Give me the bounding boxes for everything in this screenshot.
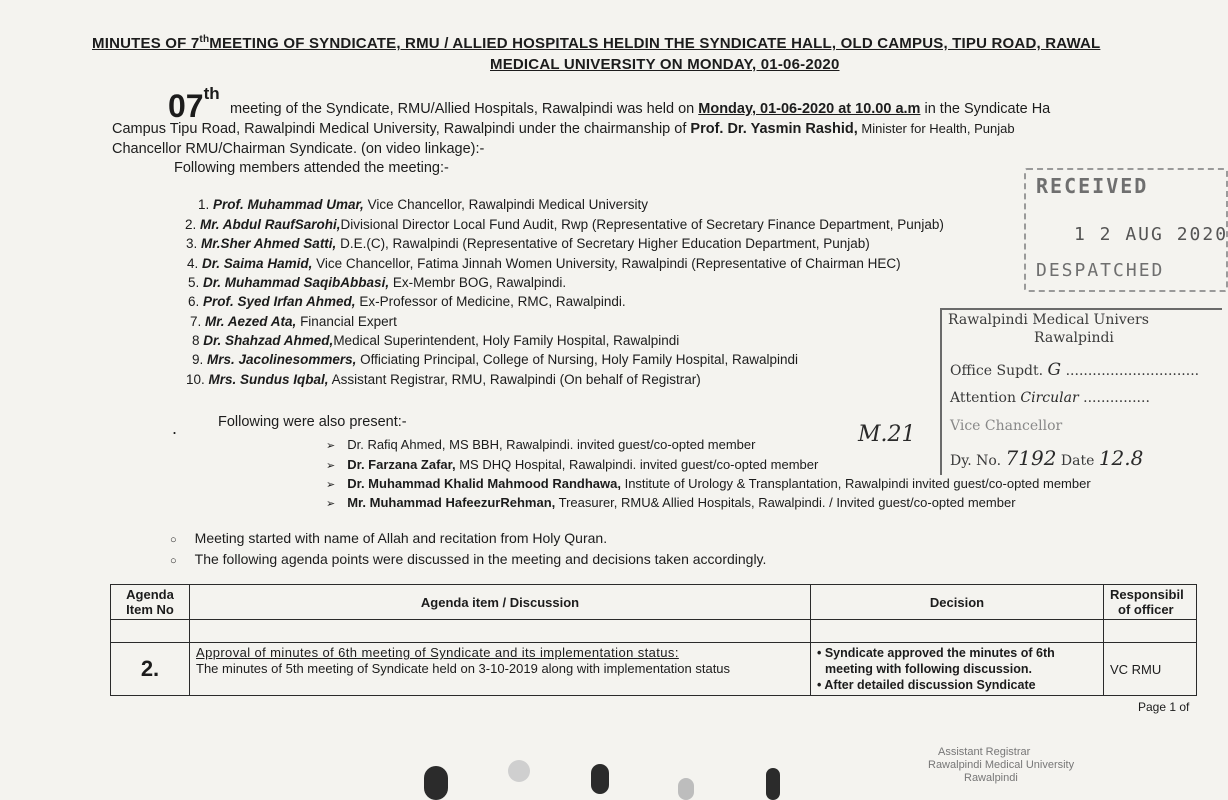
page-number: Page 1 of — [1138, 700, 1190, 714]
title-line1-sup: th — [199, 34, 210, 45]
member-name: Dr. Shahzad Ahmed, — [203, 333, 334, 348]
member-number: 1. — [198, 197, 210, 212]
arrow-bullet-icon: ➢ — [326, 479, 336, 491]
document-title-line2: MEDICAL UNIVERSITY ON MONDAY, 01-06-2020 — [490, 56, 840, 73]
guest-desc: Institute of Urology & Transplantation, Rawalpindi invited guest/co-opted member — [620, 476, 1091, 491]
bullet-item — [170, 551, 766, 567]
office-stamp-label: Date — [1060, 453, 1095, 469]
guest-desc: Treasurer, RMU& Allied Hospitals, Rawalpindi. / Invited guest/co-opted member — [555, 495, 1016, 510]
punch-hole — [766, 768, 780, 800]
footer-stamp-line3: Rawalpindi — [964, 772, 1018, 784]
agenda-decision — [811, 643, 1104, 696]
member-item — [192, 333, 679, 348]
member-name: Mrs. Jacolinesommers, — [207, 352, 357, 367]
office-stamp-line2: Rawalpindi — [1034, 330, 1114, 346]
footer-signature-stamp — [928, 746, 1074, 785]
member-name: Mr. Aezed Ata, — [205, 314, 297, 329]
table-cell — [1104, 620, 1197, 643]
title-line1-post: MEETING OF SYNDICATE, RMU / ALLIED HOSPITALS HELDIN THE SYNDICATE HALL, OLD CAMPUS, TIPU ROAD, RAWAL — [209, 35, 1101, 52]
guest-item — [326, 476, 1091, 491]
office-stamp-label: Attention — [950, 390, 1016, 406]
member-number: 9. — [192, 352, 204, 367]
col-header-item-no-2: Item No — [126, 602, 174, 617]
member-desc: Medical Superintendent, Holy Family Hospital, Rawalpindi — [333, 333, 680, 348]
member-item — [186, 372, 701, 387]
col-header-item-no-1: Agenda — [126, 587, 174, 602]
col-header-decision: Decision — [811, 585, 1104, 620]
office-stamp-handwriting: Circular — [1020, 390, 1079, 406]
table-cell — [190, 620, 811, 643]
col-header-item-no — [111, 585, 190, 620]
meeting-number — [168, 84, 220, 125]
agenda-item-number: 2. — [111, 643, 190, 696]
col-header-responsibility — [1104, 585, 1197, 620]
intro-p1-a: meeting of the Syndicate, RMU/Allied Hospitals, Rawalpindi was held on — [230, 101, 699, 117]
agenda-decision-line3: • After detailed discussion Syndicate — [817, 678, 1036, 692]
office-stamp-line3: Office Supdt. G .............................. — [950, 360, 1200, 380]
intro-line-1 — [230, 101, 1050, 117]
member-item — [190, 314, 397, 329]
guest-item — [326, 457, 818, 472]
footer-stamp-line1: Assistant Registrar — [938, 746, 1031, 758]
agenda-discussion — [190, 643, 811, 696]
office-stamp-line4: Attention Circular ............... — [950, 390, 1150, 406]
table-cell — [111, 620, 190, 643]
agenda-decision-line1: • Syndicate approved the minutes of 6th — [817, 646, 1055, 660]
member-number: 10. — [186, 372, 205, 387]
member-number: 8 — [192, 333, 200, 348]
meeting-number-sup: th — [203, 84, 220, 103]
punch-hole — [678, 778, 694, 800]
member-name: Mr. Abdul RaufSarohi, — [200, 217, 341, 232]
title-line1-pre: MINUTES OF 7 — [92, 35, 200, 52]
received-stamp-foot: DESPATCHED — [1036, 260, 1165, 281]
member-desc: Ex-Membr BOG, Rawalpindi. — [389, 275, 567, 290]
office-stamp — [940, 308, 1222, 475]
document-title — [92, 34, 1100, 52]
member-item — [187, 256, 901, 271]
guest-desc: MS BBH, Rawalpindi. invited guest/co-opted member — [445, 437, 756, 452]
intro-p1-bold: Monday, 01-06-2020 at 10.00 a.m — [698, 101, 921, 117]
member-desc: Vice Chancellor, Fatima Jinnah Women University, Rawalpindi (Representative of Chairman HEC) — [312, 256, 901, 271]
circle-bullet-icon: ○ — [170, 534, 177, 546]
received-stamp-head: RECEIVED — [1036, 174, 1149, 198]
member-item — [192, 352, 798, 367]
margin-note: M.21 — [858, 422, 916, 447]
member-item — [186, 236, 870, 251]
agenda-decision-line2: meeting with following discussion. — [825, 662, 1032, 676]
intro-p1-b: in the Syndicate Ha — [920, 101, 1051, 117]
member-number: 5. — [188, 275, 200, 290]
member-item — [188, 294, 626, 309]
agenda-table — [110, 584, 1197, 696]
member-name: Prof. Muhammad Umar, — [213, 197, 364, 212]
punch-hole — [508, 760, 530, 782]
member-name: Prof. Syed Irfan Ahmed, — [203, 294, 356, 309]
member-number: 7. — [190, 314, 202, 329]
member-name: Dr. Muhammad SaqibAbbasi, — [203, 275, 390, 290]
member-desc: Officiating Principal, College of Nursing, Holy Family Hospital, Rawalpindi — [356, 352, 799, 367]
member-desc: Divisional Director Local Fund Audit, Rwp (Representative of Secretary Finance Department, Punjab) — [340, 217, 944, 232]
intro-p2-bold: Prof. Dr. Yasmin Rashid, — [690, 121, 858, 137]
office-stamp-label: Dy. No. — [950, 453, 1002, 469]
bullet-text: Meeting started with name of Allah and recitation from Holy Quran. — [194, 530, 608, 546]
punch-hole — [591, 764, 609, 794]
member-number: 4. — [187, 256, 199, 271]
col-header-discussion: Agenda item / Discussion — [190, 585, 811, 620]
table-row — [111, 643, 1197, 696]
agenda-responsibility: VC RMU — [1104, 643, 1197, 696]
member-name: Mrs. Sundus Iqbal, — [208, 372, 329, 387]
guest-item — [326, 437, 755, 452]
intro-line-3: Chancellor RMU/Chairman Syndicate. (on video linkage):- — [112, 141, 485, 157]
member-desc: Ex-Professor of Medicine, RMC, Rawalpindi. — [355, 294, 626, 309]
member-name: Dr. Saima Hamid, — [202, 256, 313, 271]
guest-name: Dr. Rafiq Ahmed, — [347, 437, 446, 452]
meeting-number-value: 07 — [168, 88, 204, 124]
member-item — [188, 275, 566, 290]
office-stamp-handwriting: 12.8 — [1098, 446, 1144, 470]
member-desc: Assistant Registrar, RMU, Rawalpindi (On behalf of Registrar) — [328, 372, 701, 387]
footer-stamp-line2: Rawalpindi Medical University — [928, 759, 1075, 771]
intro-line-2 — [112, 121, 1015, 137]
col-header-resp-2: of officer — [1118, 602, 1174, 617]
member-number: 6. — [188, 294, 200, 309]
col-header-resp-1: Responsibil — [1110, 587, 1184, 602]
office-stamp-handwriting: G — [1047, 360, 1062, 380]
guest-name: Dr. Muhammad Khalid Mahmood Randhawa, — [347, 476, 621, 491]
received-stamp — [1024, 168, 1228, 292]
member-item — [198, 197, 648, 212]
arrow-bullet-icon: ➢ — [326, 440, 336, 452]
member-desc: D.E.(C), Rawalpindi (Representative of Secretary Higher Education Department, Punjab) — [336, 236, 870, 251]
office-stamp-line6 — [950, 446, 1143, 470]
members-intro: Following members attended the meeting:- — [174, 160, 449, 176]
table-spacer-row — [111, 620, 1197, 643]
bullet-text: The following agenda points were discussed in the meeting and decisions taken accordingly. — [194, 551, 767, 567]
office-stamp-line1: Rawalpindi Medical Univers — [948, 312, 1149, 328]
guest-name: Dr. Farzana Zafar, — [347, 457, 456, 472]
table-cell — [811, 620, 1104, 643]
agenda-discussion-line2: The minutes of 5th meeting of Syndicate held on 3-10-2019 along with implementation status — [196, 661, 731, 676]
left-margin-dot: . — [172, 418, 178, 438]
member-number: 2. — [185, 217, 197, 232]
circle-bullet-icon: ○ — [170, 555, 177, 567]
received-stamp-date: 1 2 AUG 2020 — [1074, 224, 1228, 245]
agenda-discussion-line1: Approval of minutes of 6th meeting of Syndicate and its implementation status: — [196, 645, 679, 660]
member-item — [185, 217, 944, 232]
office-stamp-handwriting: 7192 — [1005, 446, 1057, 470]
member-number: 3. — [186, 236, 198, 251]
intro-p2-a: Campus Tipu Road, Rawalpindi Medical University, Rawalpindi under the chairmanship of — [112, 121, 691, 137]
also-present-heading: Following were also present:- — [218, 414, 407, 430]
arrow-bullet-icon: ➢ — [326, 498, 336, 510]
guest-desc: MS DHQ Hospital, Rawalpindi. invited guest/co-opted member — [455, 457, 819, 472]
office-stamp-line5: Vice Chancellor — [950, 418, 1063, 434]
office-stamp-label: Office Supdt. — [950, 363, 1044, 379]
intro-p2-b: Minister for Health, Punjab — [857, 121, 1015, 136]
bullet-item — [170, 530, 607, 546]
member-desc: Vice Chancellor, Rawalpindi Medical University — [363, 197, 648, 212]
arrow-bullet-icon: ➢ — [326, 460, 336, 472]
member-desc: Financial Expert — [296, 314, 397, 329]
punch-hole — [424, 766, 448, 800]
guest-name: Mr. Muhammad HafeezurRehman, — [347, 495, 556, 510]
table-header-row — [111, 585, 1197, 620]
guest-item — [326, 495, 1016, 510]
member-name: Mr.Sher Ahmed Satti, — [201, 236, 337, 251]
